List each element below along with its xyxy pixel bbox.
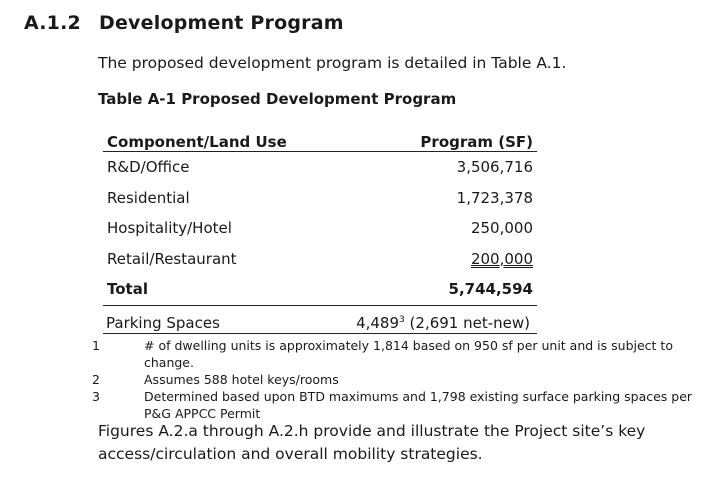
row-value: 250,000 <box>470 219 533 238</box>
parking-label: Parking Spaces <box>106 314 220 332</box>
section-heading <box>24 12 344 34</box>
closing-paragraph: Figures A.2.a through A.2.h provide and illustrate the Project site’s key access/circulation and overall mobility strategies. <box>98 422 646 463</box>
footnote-number: 1 <box>92 338 100 353</box>
footnote <box>92 337 702 371</box>
row-value-cell <box>367 244 537 275</box>
column-header-program: Program (SF) <box>367 125 537 152</box>
footnote <box>92 388 702 422</box>
table-row <box>103 244 537 275</box>
table-caption: Table A-1 Proposed Development Program <box>98 90 457 108</box>
row-label: Retail/Restaurant <box>107 249 237 268</box>
row-label: Hospitality/Hotel <box>107 219 232 238</box>
row-value: 1,723,378 <box>456 188 533 207</box>
table-row <box>103 213 537 244</box>
total-value: 5,744,594 <box>367 274 537 305</box>
footnote-text: Determined based upon BTD maximums and 1,798 existing surface parking spaces per P&G APPCC Permit <box>144 389 693 421</box>
column-header-component: Component/Land Use <box>103 125 367 152</box>
total-label: Total <box>103 274 367 305</box>
table-row <box>103 183 537 214</box>
intro-paragraph: The proposed development program is detailed in Table A.1. <box>98 54 567 72</box>
footnote-ref: 3 <box>399 315 405 325</box>
footnote <box>92 371 702 388</box>
total-row <box>103 274 537 305</box>
table-header-row <box>103 125 537 152</box>
row-label: Residential <box>107 188 190 207</box>
footnotes <box>92 337 702 422</box>
section-title: Development Program <box>99 12 344 34</box>
footnote-text: # of dwelling units is approximately 1,814 based on 950 sf per unit and is subject to change. <box>144 338 673 370</box>
row-value: 200,000 <box>470 249 533 268</box>
footnote-number: 3 <box>92 389 100 404</box>
footnote-number: 2 <box>92 372 100 387</box>
parking-net-new: (2,691 net-new) <box>409 314 530 332</box>
row-value: 3,506,716 <box>456 158 533 177</box>
parking-count: 4,489 <box>356 314 400 332</box>
table-bottom-rule <box>103 333 537 334</box>
development-program-table <box>103 125 537 306</box>
footnote-text: Assumes 588 hotel keys/rooms <box>144 372 339 387</box>
table-row <box>103 152 537 183</box>
row-label: R&D/Office <box>107 158 190 177</box>
section-number: A.1.2 <box>24 12 81 34</box>
parking-value <box>356 314 530 332</box>
